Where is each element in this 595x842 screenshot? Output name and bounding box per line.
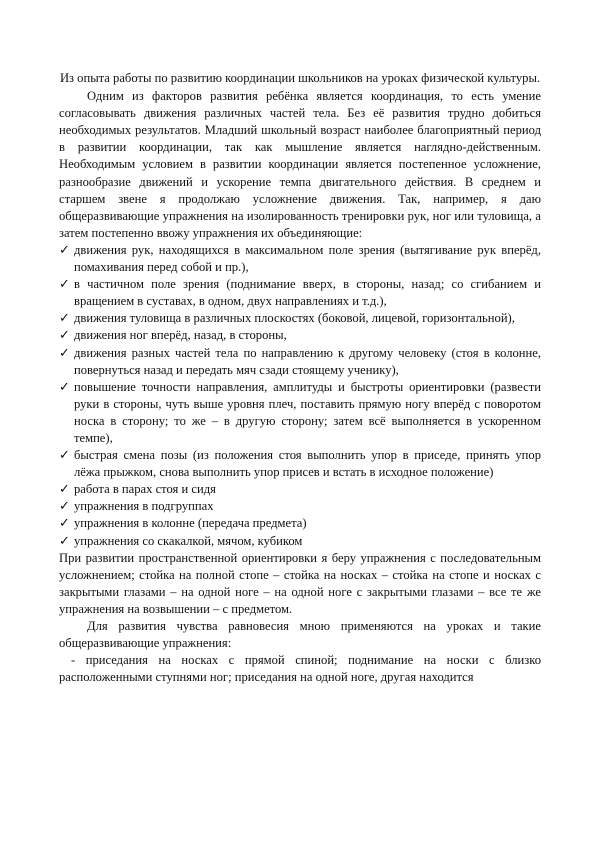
check-icon: ✓ (59, 533, 70, 549)
list-item (59, 515, 541, 532)
list-item-text: движения разных частей тела по направлению к другому человеку (стоя в колонне, повернуться назад и передать мяч сзади стоящему ученику), (74, 345, 541, 377)
check-icon: ✓ (59, 516, 70, 532)
list-item-text: движения туловища в различных плоскостях (боковой, лицевой, горизонтальной), (74, 311, 515, 326)
dash-list-item: - приседания на носках с прямой спиной; поднимание на носки с близко расположенными ступнями ног; приседания на одной ноге, другая находится (59, 653, 541, 685)
document-page (59, 70, 541, 686)
check-icon: ✓ (59, 448, 70, 464)
list-item (59, 533, 541, 550)
check-icon: ✓ (59, 379, 70, 395)
list-item (59, 276, 541, 310)
intro-paragraph: Одним из факторов развития ребёнка является координация, то есть умение согласовывать движения различных частей тела. Без её развития трудно добиться необходимых результатов. Младший школьный возраст наиболее благоприятный период в развитии координации, так как мышление является наглядно-действенным. Необходимым условием в развитии координации является постепенное усложнение, разнообразие движений и ускорение темпа двигательного действия. В среднем и старшем звене я продолжаю усложнение движения. Так, например, я даю общеразвивающие упражнения на изолированность тренировки рук, ног или туловища, а затем постепенно ввожу упражнения их объединяющие: (59, 89, 541, 240)
list-item (59, 327, 541, 344)
list-item (59, 242, 541, 276)
check-icon: ✓ (59, 482, 70, 498)
list-item-text: работа в парах стоя и сидя (74, 482, 216, 497)
list-item-text: упражнения со скакалкой, мячом, кубиком (74, 533, 303, 548)
list-item-text: движения ног вперёд, назад, в стороны, (74, 328, 287, 343)
exercise-checklist (59, 242, 541, 550)
check-icon: ✓ (59, 328, 70, 344)
list-item (59, 345, 541, 379)
list-item-text: упражнения в колонне (передача предмета) (74, 516, 307, 531)
list-item (59, 447, 541, 481)
list-item-text: повышение точности направления, амплитуды и быстроты ориентировки (развести руки в стороны, чуть выше уровня плеч, поставить прямую ногу вперёд с поворотом носка в сторону; то же – в другую сторону; затем всё выполняется в ускоренном темпе), (74, 379, 541, 445)
check-icon: ✓ (59, 242, 70, 258)
list-item (59, 481, 541, 498)
check-icon: ✓ (59, 277, 70, 293)
list-item-text: быстрая смена позы (из положения стоя выполнить упор в приседе, принять упор лёжа прыжком, снова выполнить упор присев и встать в исходное положение) (74, 448, 541, 480)
list-item-text: упражнения в подгруппах (74, 499, 214, 514)
document-title: Из опыта работы по развитию координации школьников на уроках физической культуры. (59, 71, 541, 85)
check-icon: ✓ (59, 499, 70, 515)
balance-paragraph: Для развития чувства равновесия мною применяются на уроках и такие общеразвивающие упражнения: (59, 619, 541, 651)
list-item (59, 379, 541, 447)
list-item-text: движения рук, находящихся в максимальном поле зрения (вытягивание рук вперёд, помахивания перед собой и пр.), (74, 242, 541, 275)
list-item (59, 498, 541, 515)
list-item-text: в частичном поле зрения (поднимание вверх, в стороны, назад; со сгибанием и вращением в суставах, в одном, двух направлениях и т.д.), (74, 277, 541, 309)
check-icon: ✓ (59, 345, 70, 361)
orientation-paragraph: При развитии пространственной ориентировки я беру упражнения с последовательным усложнением; стойка на полной стопе – стойка на носках – стойка на стопе и носках с закрытыми глазами – на одной ноге – на одной ноге с закрытыми глазами – все те же упражнения на возвышении – с предметом. (59, 550, 541, 616)
list-item (59, 310, 541, 327)
check-icon: ✓ (59, 311, 70, 327)
